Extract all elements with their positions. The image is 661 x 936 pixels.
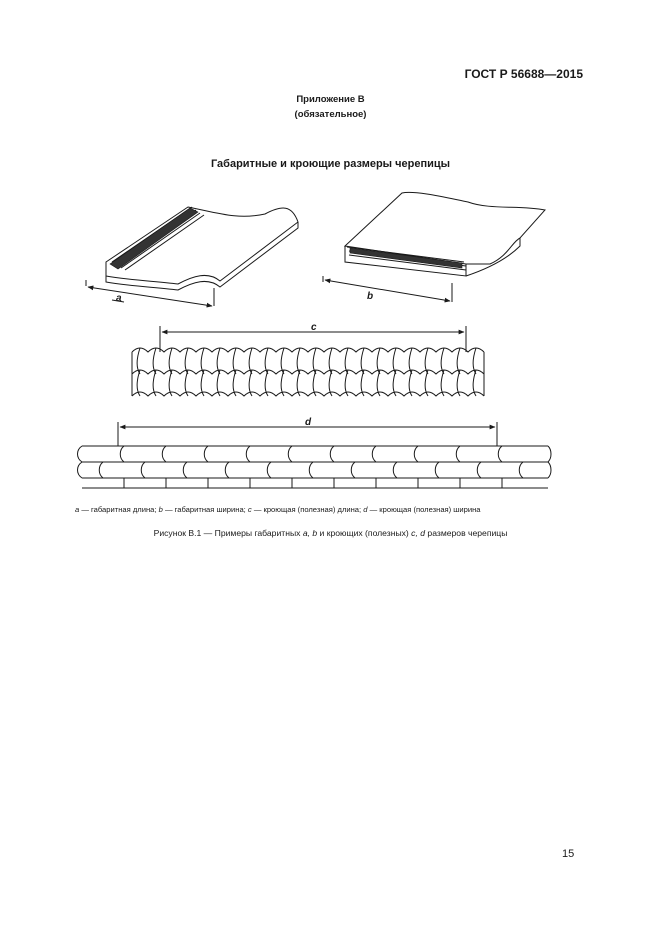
dimension-label-c: c xyxy=(311,322,317,333)
legend-text-b: — габаритная ширина; xyxy=(162,505,248,514)
dimension-label-d: d xyxy=(305,417,312,428)
legend-symbol-d: d xyxy=(363,505,368,514)
caption-ab: a, b xyxy=(302,528,318,538)
page-number: 15 xyxy=(562,848,575,860)
caption-middle: и кроющих (полезных) xyxy=(317,528,412,538)
legend-symbol-a: a xyxy=(75,505,80,514)
tile-drawing-b xyxy=(323,192,545,302)
figure-heading: Габаритные и кроющие размеры черепицы xyxy=(210,158,451,170)
legend-text-c: — кроющая (полезная) длина; xyxy=(251,505,364,514)
tile-rows-d xyxy=(78,422,552,488)
legend-symbol-c: c xyxy=(247,505,252,514)
legend-text-d: — кроющая (полезная) ширина xyxy=(367,505,481,514)
legend-text-a: — габаритная длина; xyxy=(79,505,159,514)
caption-prefix: Рисунок В.1 — Примеры габаритных xyxy=(153,528,303,538)
caption-suffix: размеров черепицы xyxy=(425,528,508,538)
legend-symbol-b: b xyxy=(158,505,163,514)
dimension-label-a: a xyxy=(116,293,122,304)
appendix-subtitle: (обязательное) xyxy=(294,109,367,120)
document-code: ГОСТ Р 56688—2015 xyxy=(464,67,583,81)
appendix-title: Приложение В xyxy=(296,94,365,105)
caption-cd: c, d xyxy=(411,528,426,538)
tile-rows-c xyxy=(132,326,484,396)
figure-caption xyxy=(0,528,661,538)
tile-drawing-a xyxy=(86,207,298,306)
dimension-label-b: b xyxy=(367,291,374,302)
figure-legend xyxy=(75,505,595,514)
